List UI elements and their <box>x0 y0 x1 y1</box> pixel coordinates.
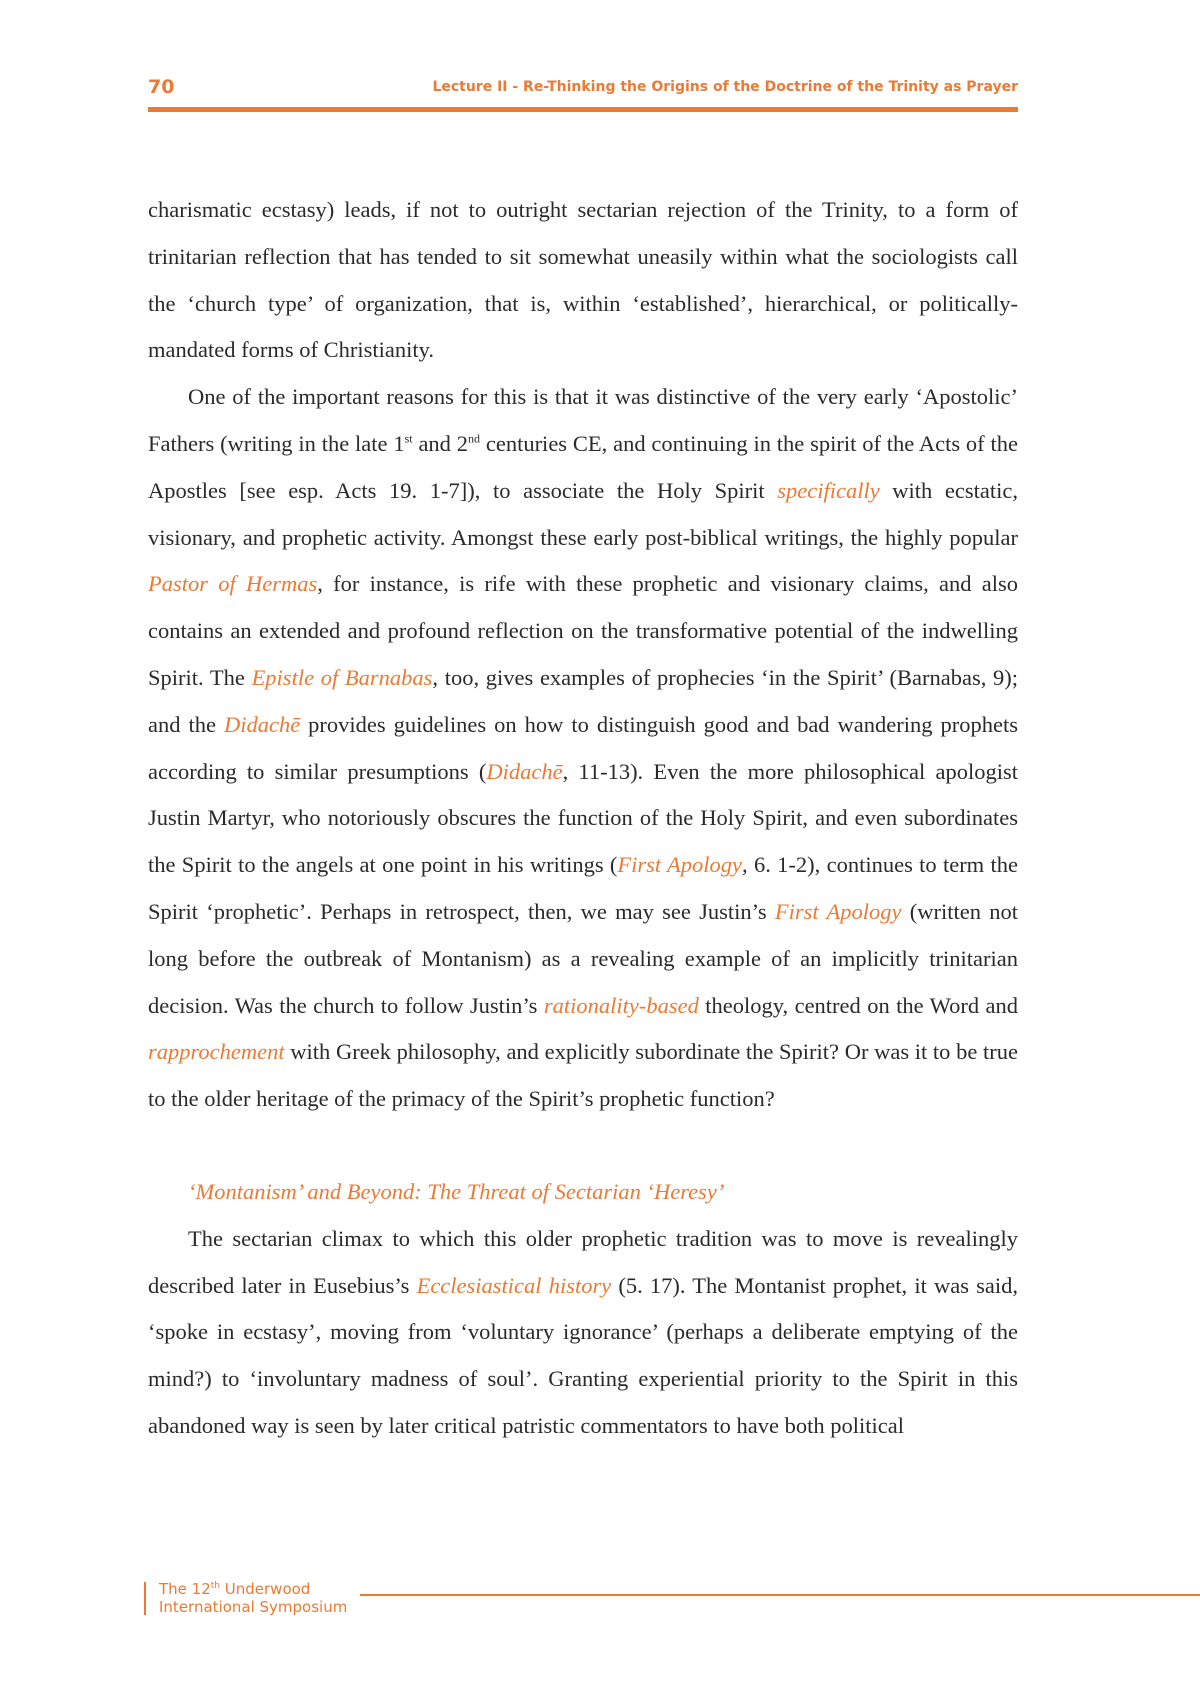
body-text <box>148 187 1018 1450</box>
page-number: 70 <box>148 76 175 98</box>
text-run: , too, gives examples of prophecies ‘in the Spirit’ (Barnabas, 9); and the <box>148 664 1018 737</box>
text-run: with ecstatic, visionary, and prophetic activity. Amongst these early post-biblical writings, the highly popular <box>148 477 1018 550</box>
paragraph <box>148 374 1018 1123</box>
text-run: The sectarian climax to which this older prophetic tradition was to move is revealingly described later in Eusebius’s <box>148 1225 1018 1298</box>
header-rule <box>148 107 1018 112</box>
text-run: , for instance, is rife with these prophetic and visionary claims, and also contains an extended and profound reflection on the transformative potential of the indwelling Spirit. The <box>148 571 1018 690</box>
footer-bar <box>144 1582 146 1615</box>
paragraph <box>148 1216 1018 1450</box>
footer-symposium <box>159 1580 347 1616</box>
italic-title: First Apology <box>774 898 902 924</box>
footer-line-1: The 12th Underwood <box>159 1580 311 1598</box>
italic-title: Didachē <box>223 711 301 737</box>
paragraph-group <box>148 187 1018 1123</box>
text-run: theology, centred on the Word and <box>698 992 1018 1018</box>
section-heading: ‘Montanism’ and Beyond: The Threat of Sectarian ‘Heresy’ <box>188 1178 725 1204</box>
superscript: st <box>404 431 413 446</box>
text-run: , 6. 1-2), continues to term the Spirit ‘prophetic’. Perhaps in retrospect, then, we may see Justin’s <box>148 852 1018 924</box>
text-run: (5. 17). The Montanist prophet, it was said, ‘spoke in ecstasy’, moving from ‘voluntary ignorance’ (perhaps a deliberate emptying of the mind?) to ‘involuntary madness of soul’. Granting experiential priority to the Spirit in this abandoned way is seen by later critical patristic commentators to have both political <box>148 1272 1019 1438</box>
italic-title: Ecclesiastical history <box>416 1272 612 1298</box>
footer-line-2: International Symposium <box>159 1598 348 1616</box>
paragraph-group <box>148 1216 1018 1450</box>
italic-title: Pastor of Hermas <box>148 571 318 597</box>
italic-title: First Apology <box>617 852 743 878</box>
text-run: One of the important reasons for this is that it was distinctive of the very early ‘Apostolic’ Fathers (writing in the late 1 <box>148 384 1018 456</box>
text-run: centuries CE, and continuing in the spirit of the Acts of the Apostles [see esp. Acts 19. 1-7]), to associate the Holy Spirit <box>148 430 1018 503</box>
superscript: nd <box>468 431 481 446</box>
page-header <box>148 72 1018 102</box>
text-run: and 2 <box>412 430 469 456</box>
text-run: charismatic ecstasy) leads, if not to outright sectarian rejection of the Trinity, to a form of trinitarian reflection that has tended to sit somewhat uneasily within what the sociologists call the ‘church type’ of organization, that is, within ‘established’, hierarchical, or politically-mandated forms of Christianity. <box>148 197 1018 363</box>
footer-rule <box>360 1594 1200 1596</box>
text-run: provides guidelines on how to distinguish good and bad wandering prophets according to similar presumptions ( <box>148 711 1018 784</box>
italic-title: specifically <box>777 477 880 503</box>
italic-title: rapprochement <box>148 1039 285 1065</box>
italic-title: Epistle of Barnabas <box>251 664 433 690</box>
text-run: with Greek philosophy, and explicitly subordinate the Spirit? Or was it to be true to the older heritage of the primacy of the Spirit’s prophetic function? <box>148 1039 1018 1112</box>
italic-title: rationality-based <box>543 992 699 1018</box>
italic-title: Didachē <box>486 758 563 784</box>
text-run: (written not long before the outbreak of Montanism) as a revealing example of an implicitly trinitarian decision. Was the church to follow Justin’s <box>148 898 1018 1018</box>
paragraph <box>148 187 1018 374</box>
running-title: Lecture II - Re-Thinking the Origins of the Doctrine of the Trinity as Prayer <box>432 79 1018 95</box>
text-run: , 11-13). Even the more philosophical apologist Justin Martyr, who notoriously obscures the function of the Holy Spirit, and even subordinates the Spirit to the angels at one point in his writings ( <box>148 758 1018 878</box>
